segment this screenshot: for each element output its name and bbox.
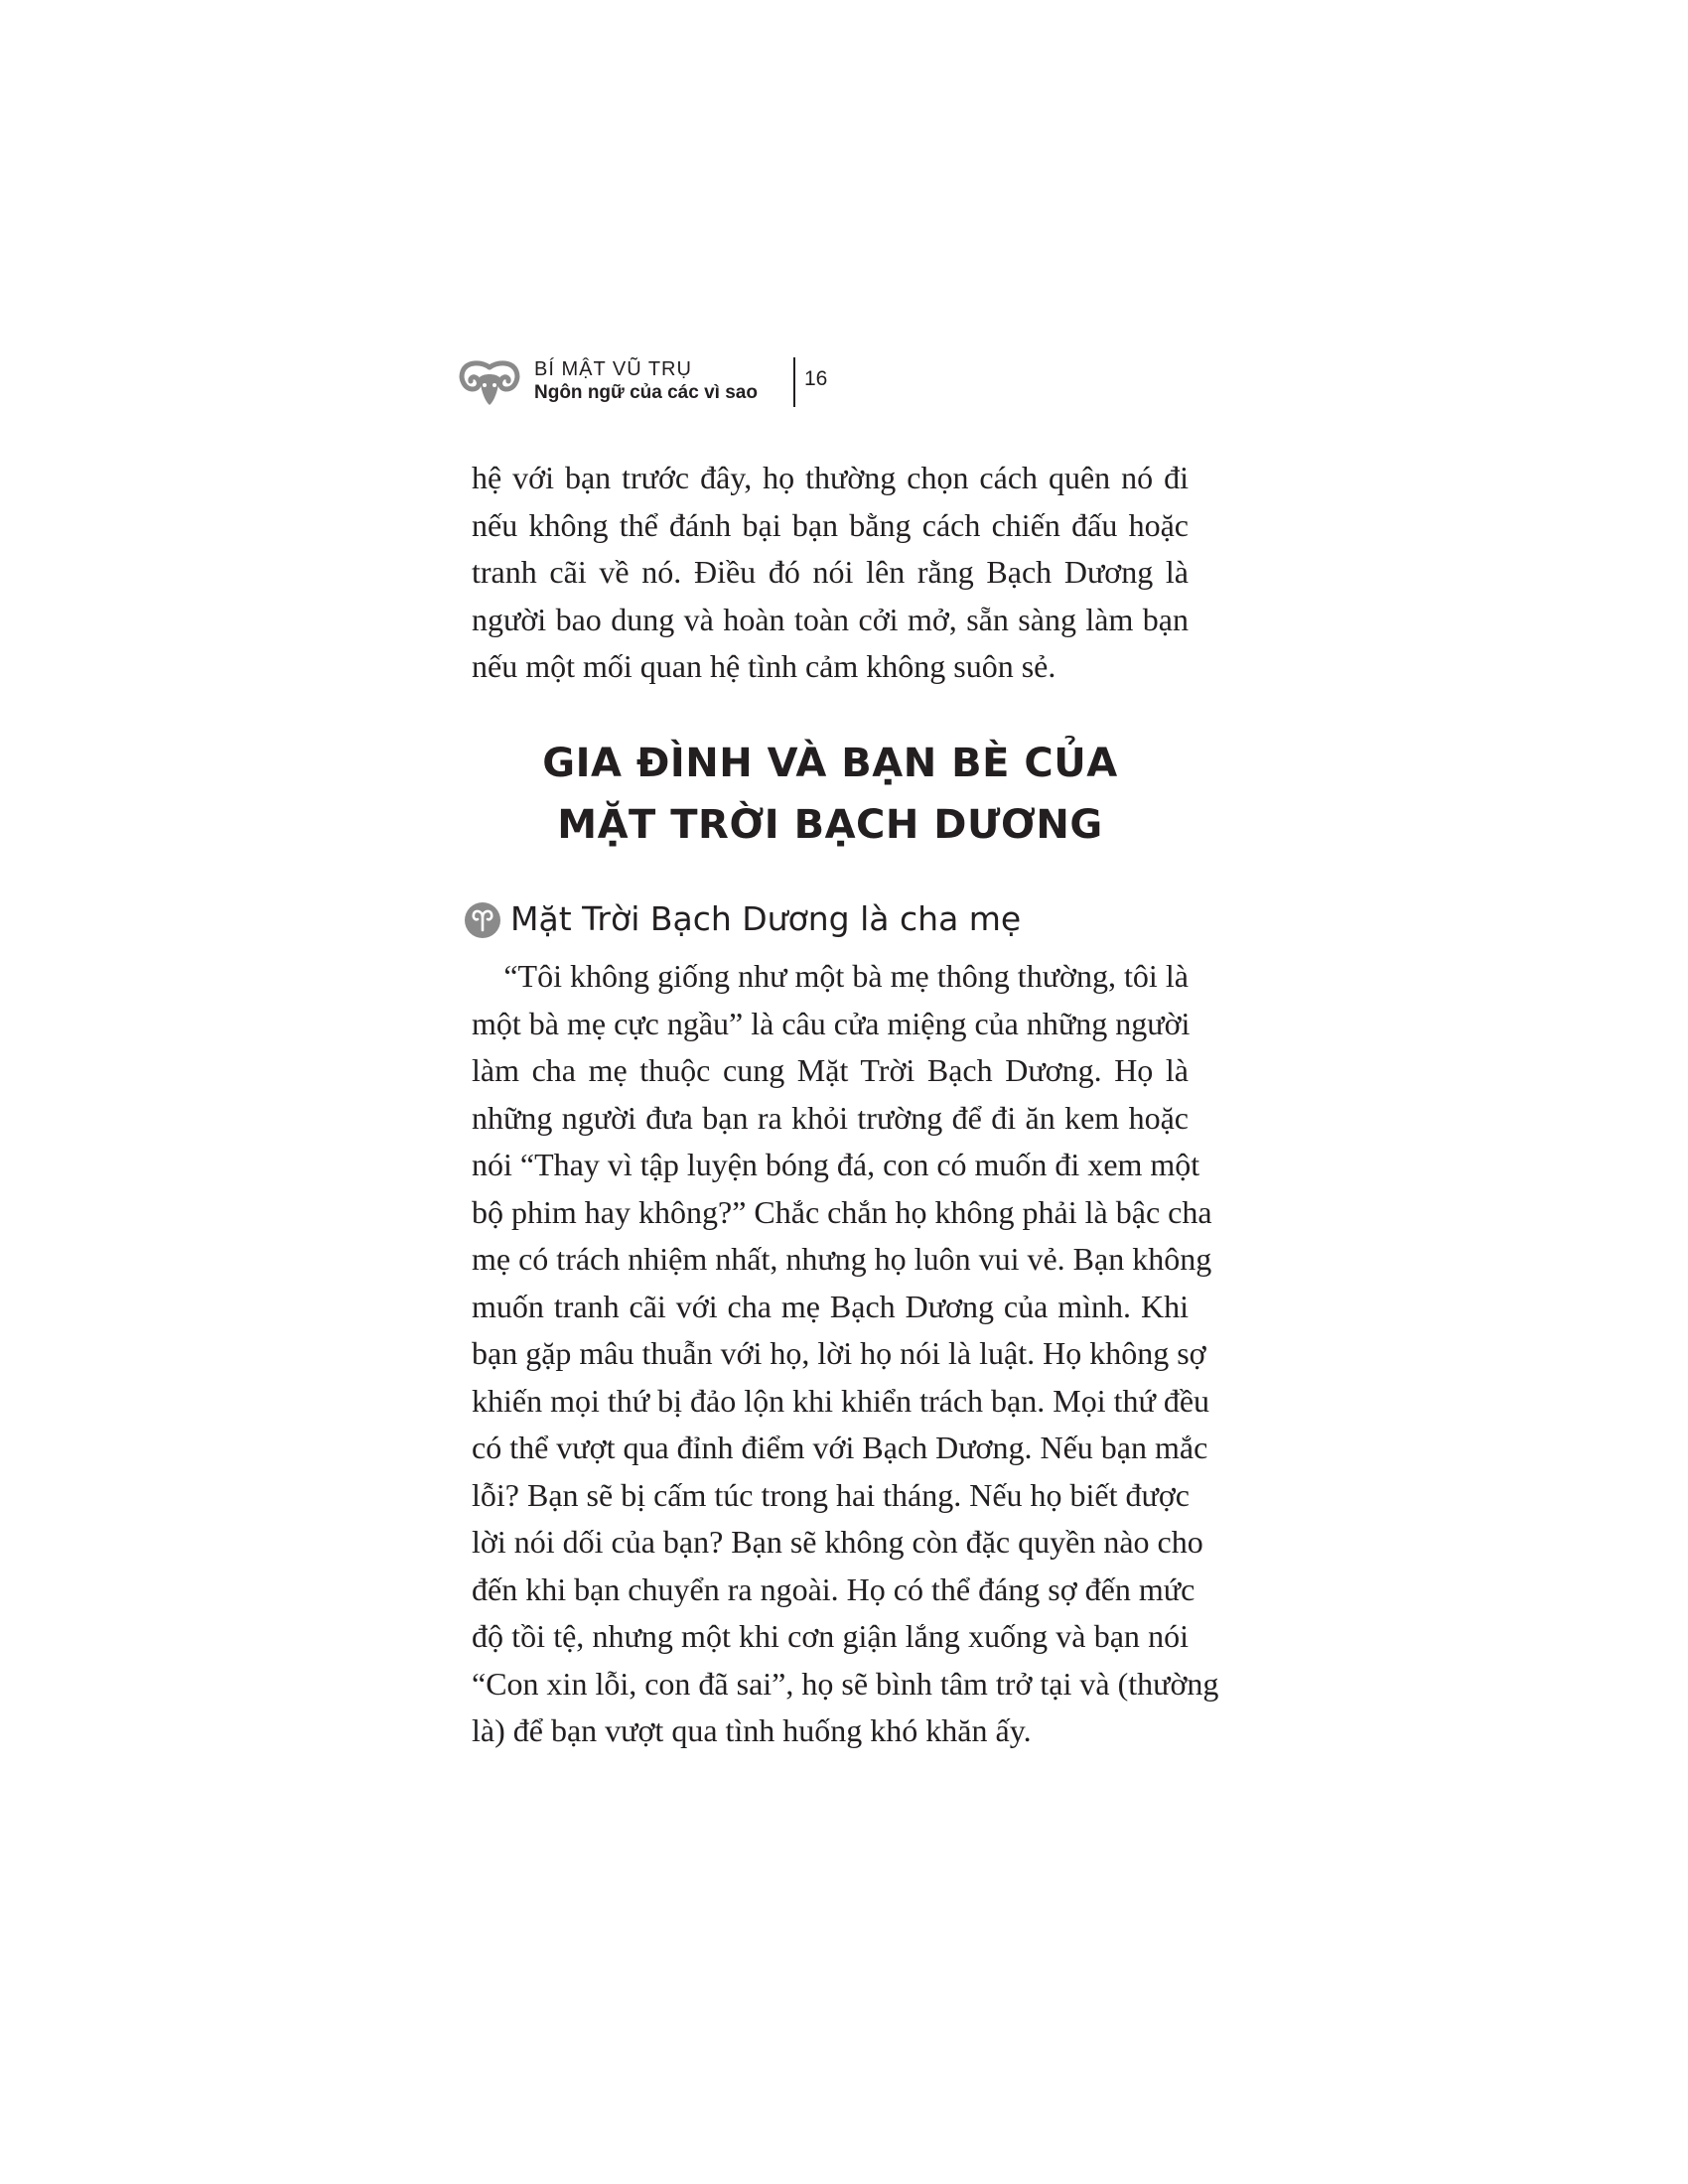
ram-head-icon [459,359,520,409]
text-line: đến khi bạn chuyển ra ngoài. Họ có thể đáng sợ đến mức [472,1570,1196,1607]
text-line: lỗi? Bạn sẽ bị cấm túc trong hai tháng. Nếu họ biết được [472,1476,1190,1513]
text-line: một bà mẹ cực ngầu” là câu cửa miệng của những người [472,1005,1191,1041]
text-line: muốn tranh cãi với cha mẹ Bạch Dương của mình. Khi [472,1288,1189,1324]
text-line: tranh cãi về nó. Điều đó nói lên rằng Bạch Dương là [472,554,1189,590]
book-subtitle: Ngôn ngữ của các vì sao [534,382,758,403]
text-line: những người đưa bạn ra khỏi trường để đi ăn kem hoặc [472,1099,1189,1136]
section-heading-line: GIA ĐÌNH VÀ BẠN BÈ CỦA [542,741,1118,786]
text-line: độ tồi tệ, nhưng một khi cơn giận lắng xuống và bạn nói [472,1618,1189,1654]
text-line: bộ phim hay không?” Chắc chắn họ không phải là bậc cha [472,1193,1212,1230]
header-divider [793,357,795,407]
paragraph-continued [472,455,1189,691]
aries-symbol-icon [465,902,500,938]
section-heading-line: MẶT TRỜI BẠCH DƯƠNG [557,802,1103,848]
section-heading [472,733,1189,856]
text-line: làm cha mẹ thuộc cung Mặt Trời Bạch Dương. Họ là [472,1052,1189,1088]
text-line: nói “Thay vì tập luyện bóng đá, con có muốn đi xem một [472,1147,1200,1182]
subsection-title: Mặt Trời Bạch Dương là cha mẹ [510,899,1022,938]
paragraph-main [472,953,1219,1755]
text-line: mẹ có trách nhiệm nhất, nhưng họ luôn vui vẻ. Bạn không [472,1241,1212,1277]
text-line: là) để bạn vượt qua tình huống khó khăn ấy. [472,1712,1032,1748]
text-line: người bao dung và hoàn toàn cởi mở, sẵn sàng làm bạn [472,601,1189,637]
running-header [459,355,896,417]
text-line: hệ với bạn trước đây, họ thường chọn cách quên nó đi [472,460,1189,495]
text-line: nếu một mối quan hệ tình cảm không suôn sẻ. [472,648,1056,684]
text-line: lời nói dối của bạn? Bạn sẽ không còn đặc quyền nào cho [472,1524,1203,1560]
book-title: BÍ MẬT VŨ TRỤ [534,358,692,380]
page-number: 16 [804,367,828,390]
text-line: “Tôi không giống như một bà mẹ thông thường, tôi là [472,958,1189,994]
text-line: bạn gặp mâu thuẫn với họ, lời họ nói là luật. Họ không sợ [472,1335,1206,1371]
text-line: có thể vượt qua đỉnh điểm với Bạch Dương. Nếu bạn mắc [472,1430,1208,1465]
text-line: khiến mọi thứ bị đảo lộn khi khiển trách bạn. Mọi thứ đều [472,1382,1210,1419]
text-line: nếu không thể đánh bại bạn bằng cách chiến đấu hoặc [472,506,1189,543]
text-line: “Con xin lỗi, con đã sai”, họ sẽ bình tâm trở tại và (thường [472,1665,1219,1702]
